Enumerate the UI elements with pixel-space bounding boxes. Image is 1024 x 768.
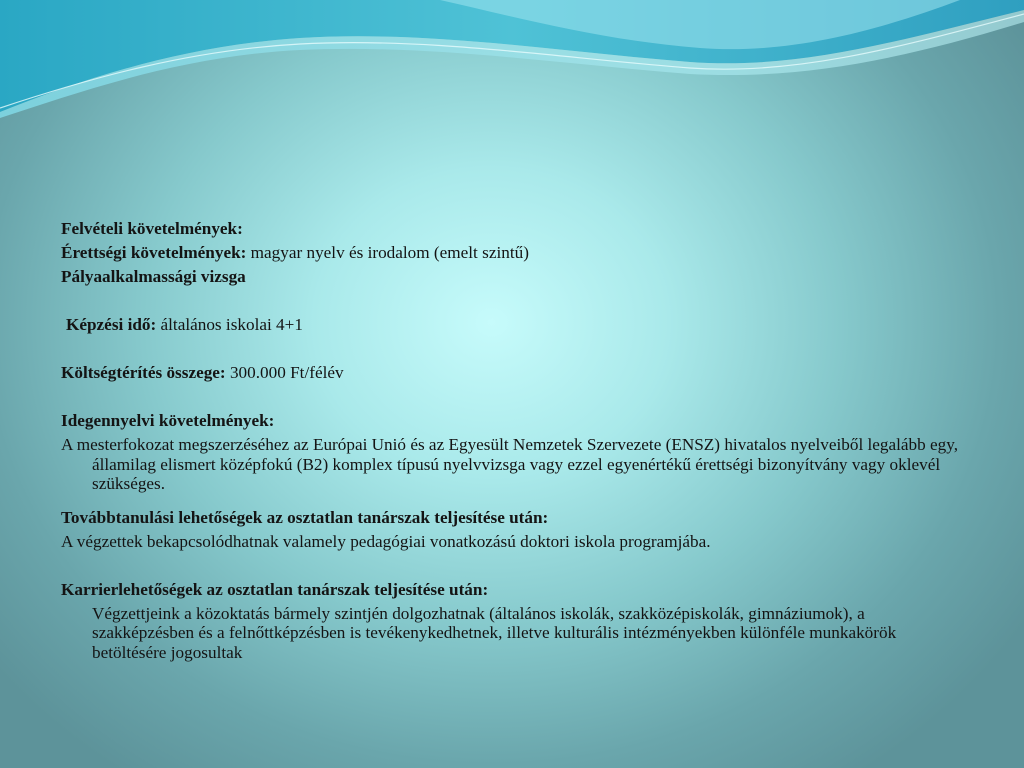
header-wave-decoration (0, 0, 1024, 120)
career-text: Végzettjeink a közoktatás bármely szintjén dolgozhatnak (általános iskolák, szakközépiskolák, gimnáziumok), a szakképzésben és a felnőttképzésben is tevékenykedhetnek, illetve kulturális intézményekben különféle munkakörök betöltésére jogosultak (92, 603, 897, 662)
language-heading: Idegennyelvi követelmények: (61, 411, 275, 430)
further-study-text: A végzettek bekapcsolódhatnak valamely pedagógiai vonatkozású doktori iskola programjába. (61, 531, 711, 551)
further-study-heading: Továbbtanulási lehetőségek az osztatlan tanárszak teljesítése után: (61, 507, 549, 527)
matura-requirement (61, 241, 961, 265)
slide-body (61, 217, 961, 662)
matura-value: magyar nyelv és irodalom (emelt szintű) (246, 243, 529, 262)
fee-line (61, 361, 961, 385)
fee-label: Költségtérítés összege: (61, 363, 226, 382)
admission-heading: Felvételi követelmények: (61, 219, 243, 238)
matura-label: Érettségi követelmények: (61, 243, 247, 262)
aptitude-exam: Pályaalkalmassági vizsga (61, 267, 246, 286)
duration-value: általános iskolai 4+1 (156, 315, 303, 334)
duration-label: Képzési idő: (66, 315, 157, 334)
language-text: A mesterfokozat megszerzéséhez az Európai Unió és az Egyesült Nemzetek Szervezete (ENSZ) hivatalos nyelveiből legalább egy, államilag elismert középfokú (B2) komplex típusú nyelvvizsga vagy ezzel egyenértékű érettségi bizonyítvány vagy oklevél szükséges. (61, 435, 959, 493)
duration-line (61, 313, 961, 337)
career-heading: Karrierlehetőségek az osztatlan tanárszak teljesítése után: (61, 579, 489, 599)
fee-value: 300.000 Ft/félév (225, 363, 344, 382)
